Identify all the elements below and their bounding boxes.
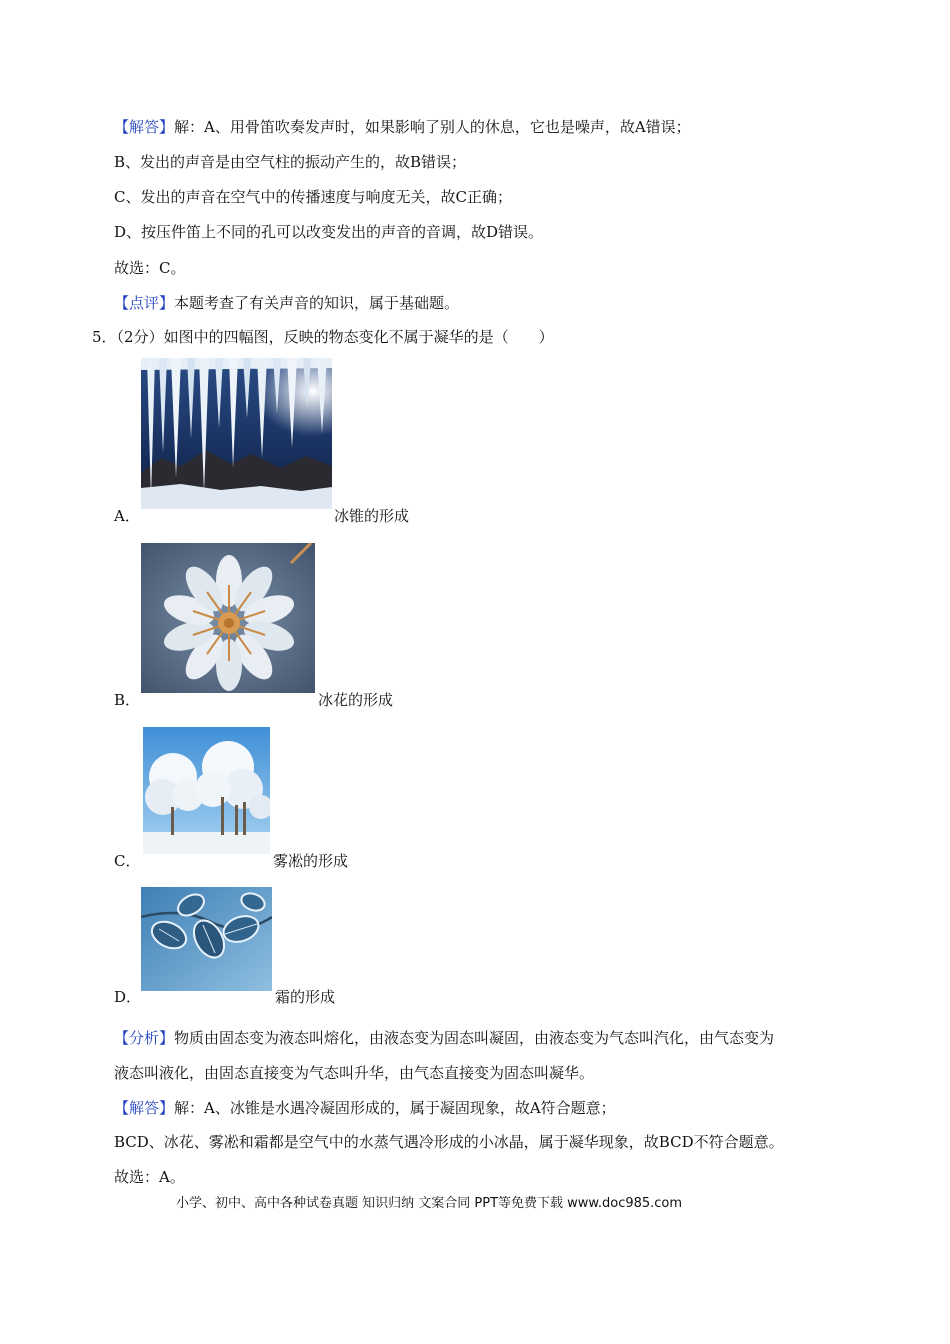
option-b-caption: 冰花的形成 [318, 691, 394, 709]
answer-line-1 [114, 1098, 616, 1118]
answer-tag: 【解答】 [114, 1099, 175, 1117]
prev-answer-line-4: D、按压件笛上不同的孔可以改变发出的声音的音调，故D错误。 [114, 223, 544, 241]
option-b-letter: B． [114, 691, 141, 709]
prev-answer-text-1: 解：A、用骨笛吹奏发声时，如果影响了别人的休息，它也是噪声，故A错误； [174, 118, 691, 136]
comment-tag: 【点评】 [114, 294, 175, 312]
icicles-photo [141, 358, 332, 509]
option-a-letter: A． [114, 507, 140, 525]
option-d-caption: 霜的形成 [275, 988, 336, 1006]
ice-flower-photo [141, 543, 315, 693]
answer-line-2: BCD、冰花、雾凇和霜都是空气中的水蒸气遇冷形成的小冰晶，属于凝华现象，故BCD不符合题意。 [114, 1133, 784, 1151]
answer-text-1: 解：A、冰锥是水遇冷凝固形成的，属于凝固现象，故A符合题意； [174, 1099, 616, 1117]
option-d-letter: D． [114, 988, 142, 1006]
prev-answer-line-3: C、发出的声音在空气中的传播速度与响度无关，故C正确； [114, 188, 512, 206]
analysis-line-1 [114, 1028, 774, 1048]
comment-line [114, 293, 459, 313]
analysis-text-1: 物质由固态变为液态叫熔化，由液态变为固态叫凝固，由液态变为气态叫汽化，由气态变为 [174, 1029, 775, 1047]
page-footer: 小学、初中、高中各种试卷真题 知识归纳 文案合同 PPT等免费下载 www.doc985.com [176, 1196, 683, 1211]
rime-trees-photo [143, 727, 270, 854]
analysis-line-2: 液态叫液化，由固态直接变为气态叫升华，由气态直接变为固态叫凝华。 [114, 1064, 595, 1082]
analysis-tag: 【分析】 [114, 1029, 175, 1047]
option-c-caption: 雾凇的形成 [273, 852, 349, 870]
answer-tag: 【解答】 [114, 118, 175, 136]
answer-choice: 故选：A。 [114, 1168, 185, 1186]
frost-leaves-photo [141, 887, 272, 991]
prev-answer-line-1 [114, 117, 691, 137]
prev-choice: 故选：C。 [114, 259, 186, 277]
option-a-caption: 冰锥的形成 [334, 507, 410, 525]
option-c-letter: C． [114, 852, 141, 870]
prev-answer-line-2: B、发出的声音是由空气柱的振动产生的，故B错误； [114, 153, 467, 171]
comment-text: 本题考查了有关声音的知识，属于基础题。 [174, 294, 460, 312]
question-stem: 5．（2分）如图中的四幅图，反映的物态变化不属于凝华的是（ ） [92, 328, 554, 346]
